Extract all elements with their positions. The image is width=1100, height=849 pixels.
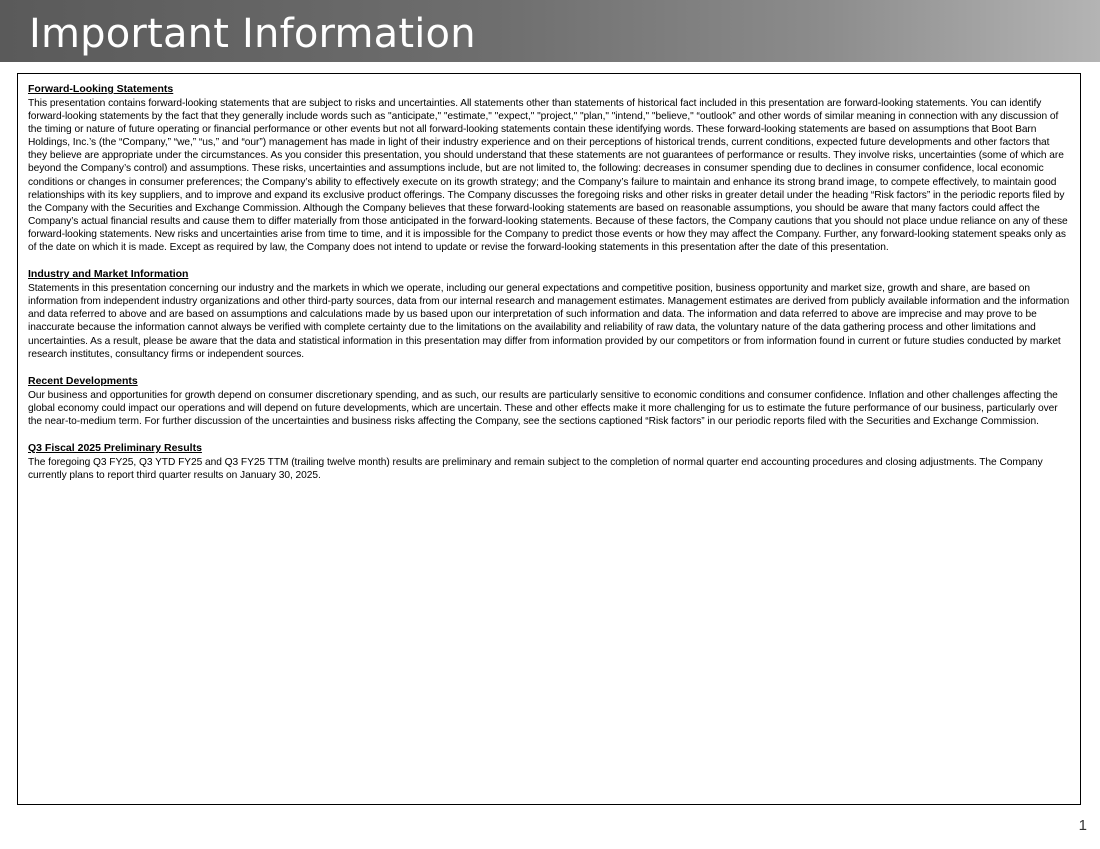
section-body: Our business and opportunities for growth depend on consumer discretionary spending, and as such, our results are particularly sensitive to economic conditions and consumer confidence. Inflation and other challenges affecting the global economy could impact our operations and will depend on future developments, which are uncertain. These and other effects make it more challenging for us to estimate the future performance of our business, particularly over the near-to-medium term. For further discussion of the uncertainties and business risks affecting the Company, see the sections captioned “Risk factors” in our periodic reports filed with the Securities and Exchange Commission. (28, 389, 1058, 427)
section-body: Statements in this presentation concerning our industry and the markets in which we operate, including our general expectations and competitive position, business opportunity and market size, growth and share, are based on information from independent industry organizations and other third-party sources, data from our internal research and management estimates. Management estimates are derived from publicly available information and the information and data referred to above and are based on assumptions and calculations made by us based upon our interpretation of such information and data. The information and data referred to above are imprecise and may prove to be inaccurate because the information cannot always be verified with complete certainty due to the limitations on the availability and reliability of raw data, the voluntary nature of the data gathering process and other limitations and uncertainties. As a result, please be aware that the data and statistical information in this presentation may differ from information provided by our competitors or from information found in current or future studies conducted by market research institutes, consultancy firms or independent sources. (28, 283, 1070, 360)
page-number: 1 (1078, 817, 1087, 834)
section-heading: Recent Developments (28, 374, 138, 387)
section-recent-developments (28, 374, 1070, 428)
section-forward-looking-statements (28, 82, 1070, 254)
section-body: The foregoing Q3 FY25, Q3 YTD FY25 and Q3 FY25 TTM (trailing twelve month) results are preliminary and remain subject to the completion of normal quarter end accounting procedures and closing adjustments. The Company currently plans to report third quarter results on January 30, 2025. (28, 456, 1043, 482)
section-q3-preliminary-results (28, 441, 1070, 482)
section-heading: Forward-Looking Statements (28, 83, 174, 95)
content-box (17, 73, 1081, 805)
title-bar (0, 0, 1100, 62)
section-heading: Q3 Fiscal 2025 Preliminary Results (28, 441, 202, 454)
section-body: This presentation contains forward-looking statements that are subject to risks and uncertainties. All statements other than statements of historical fact included in this presentation are forward-looking statements. You can identify forward-looking statements by the fact that they generally include words such as "anticipate," "estimate," "expect," "project," "plan," "intend," "believe," “outlook” and other words of similar meaning in connection with any discussion of the timing or nature of future operating or financial performance or other events but not all forward-looking statements contain these identifying words. These forward-looking statements are based on assumptions that Boot Barn Holdings, Inc.’s (the “Company,” “we,” “us,” and “our”) management has made in light of their industry experience and on their perceptions of historical trends, current conditions, expected future developments and other factors that they believe are appropriate under the circumstances. As you consider this presentation, you should understand that these statements are not guarantees of performance or results. They involve risks, uncertainties (some of which are beyond the Company’s control) and assumptions. These risks, uncertainties and assumptions include, but are not limited to, the following: decreases in consumer spending due to declines in consumer confidence, local economic conditions or changes in consumer preferences; the Company’s ability to effectively execute on its growth strategy; and the Company’s failure to maintain and enhance its strong brand image, to compete effectively, to maintain good relationships with its key suppliers, and to improve and expand its exclusive product offerings. The Company discusses the foregoing risks and other risks in greater detail under the heading “Risk factors” in the periodic reports filed by the Company with the Securities and Exchange Commission. Although the Company believes that these forward-looking statements are based on reasonable assumptions, you should be aware that many factors could affect the Company’s actual financial results and cause them to differ materially from those anticipated in the forward-looking statements. Because of these factors, the Company cautions that you should not place undue reliance on any of these forward-looking statements. New risks and uncertainties arise from time to time, and it is impossible for the Company to predict those events or how they may affect the Company. Further, any forward-looking statement speaks only as of the date on which it is made. Except as required by law, the Company does not intend to update or revise the forward-looking statements in this presentation after the date of this presentation. (28, 98, 1068, 254)
section-heading: Industry and Market Information (28, 268, 189, 281)
page-title: Important Information (29, 11, 476, 57)
section-industry-market-information (28, 267, 1070, 361)
